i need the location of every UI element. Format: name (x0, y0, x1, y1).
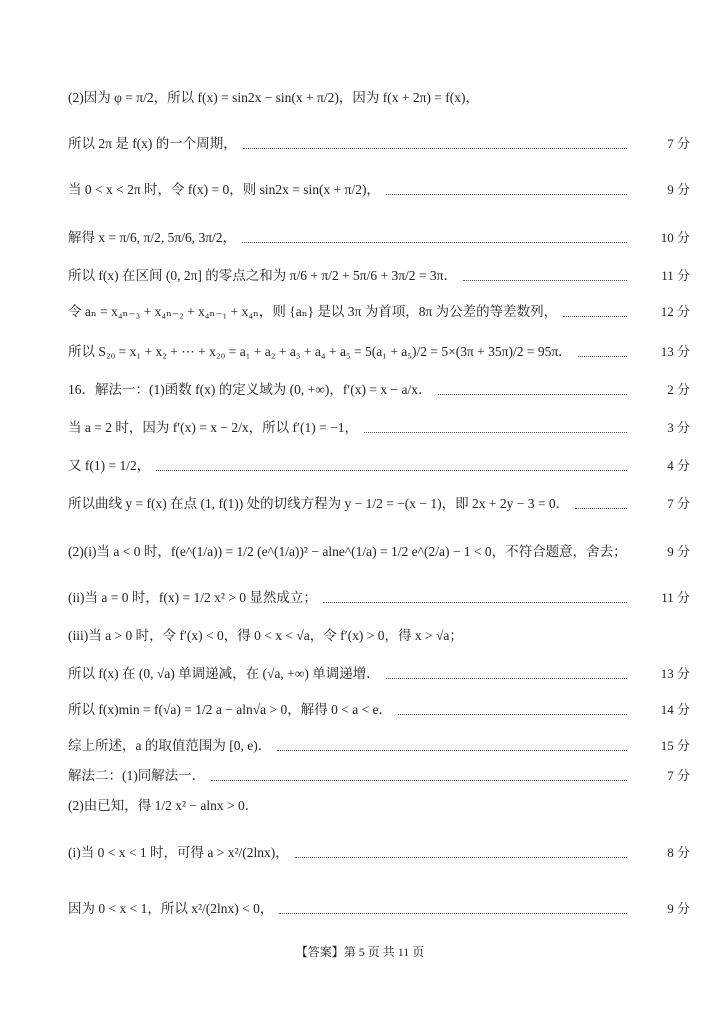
leader-dots (438, 394, 628, 395)
solution-text: 解得 x = π/6, π/2, 5π/6, 3π/2， (68, 230, 237, 245)
score-label: 9 分 (667, 901, 690, 916)
solution-line (68, 494, 690, 514)
leader-dots (463, 280, 627, 281)
solution-text: 因为 0 < x < 1，所以 x²/(2lnx) < 0， (68, 901, 274, 916)
leader-dots (563, 316, 627, 317)
score-label: 12 分 (660, 304, 690, 319)
page-footer: 【答案】第 5 页 共 11 页 (295, 945, 425, 959)
solution-line (68, 302, 690, 322)
leader-dots (386, 678, 627, 679)
solution-text: 所以 f(x)min = f(√a) = 1/2 a − aln√a > 0，解得 0 < a < e． (68, 702, 393, 717)
leader-dots (243, 148, 627, 149)
leader-dots (242, 242, 627, 243)
solution-line (68, 456, 690, 476)
solution-line (68, 380, 690, 400)
solution-line (68, 899, 690, 919)
score-label: 2 分 (667, 382, 690, 397)
solution-text: (2)因为 φ = π/2，所以 f(x) = sin2x − sin(x + π/2)，因为 f(x + 2π) = f(x)， (68, 90, 479, 105)
solution-line (68, 843, 690, 863)
solution-line (68, 796, 630, 816)
solution-line (68, 418, 690, 438)
solution-text: 解法二：(1)同解法一． (68, 768, 206, 783)
score-label: 7 分 (667, 136, 690, 151)
solution-text: 所以 f(x) 在区间 (0, 2π] 的零点之和为 π/6 + π/2 + 5π/6 + 3π/2 = 3π． (68, 268, 457, 283)
leader-dots (295, 857, 627, 858)
score-label: 14 分 (660, 702, 690, 717)
leader-dots (156, 470, 627, 471)
solution-text: 所以 S₂₀ = x₁ + x₂ + ⋯ + x₂₀ = a₁ + a₂ + a₃ + a₄ + a₅ = 5(a₁ + a₅)/2 = 5×(3π + 35π)/2 = 95π． (68, 344, 572, 359)
leader-dots (364, 432, 627, 433)
score-label: 7 分 (667, 768, 690, 783)
solution-line (68, 88, 630, 108)
solution-text: 所以 2π 是 f(x) 的一个周期， (68, 136, 237, 151)
solution-line (68, 228, 690, 248)
score-label: 11 分 (661, 268, 690, 283)
leader-dots (211, 780, 627, 781)
solution-line (68, 766, 690, 786)
solution-text: 当 0 < x < 2π 时，令 f(x) = 0，则 sin2x = sin(x + π/2)， (68, 182, 380, 197)
score-label: 10 分 (660, 230, 690, 245)
solution-text: 所以 f(x) 在 (0, √a) 单调递减，在 (√a, +∞) 单调递增． (68, 666, 380, 681)
leader-dots (386, 194, 627, 195)
solution-line (68, 626, 630, 646)
score-label: 9 分 (667, 182, 690, 197)
leader-dots (575, 508, 627, 509)
leader-dots (398, 714, 627, 715)
solution-text: (2)由已知，得 1/2 x² − alnx > 0． (68, 798, 259, 813)
solution-line (68, 180, 690, 200)
solution-line (68, 588, 690, 608)
solution-text: (2)(i)当 a < 0 时，f(e^(1/a)) = 1/2 (e^(1/a))² − alne^(1/a) = 1/2 e^(2/a) − 1 < 0，不符合题意，舍去； (68, 544, 627, 559)
leader-dots (279, 913, 627, 914)
score-label: 8 分 (667, 845, 690, 860)
solution-line (68, 664, 690, 684)
solution-text: (iii)当 a > 0 时，令 f′(x) < 0，得 0 < x < √a，令 f′(x) > 0，得 x > √a； (68, 628, 463, 643)
solution-text: (ii)当 a = 0 时，f(x) = 1/2 x² > 0 显然成立； (68, 590, 317, 605)
leader-dots (277, 750, 627, 751)
solution-text: (i)当 0 < x < 1 时，可得 a > x²/(2lnx)， (68, 845, 289, 860)
solution-text: 令 aₙ = x₄ₙ₋₃ + x₄ₙ₋₂ + x₄ₙ₋₁ + x₄ₙ，则 {aₙ} 是以 3π 为首项，8π 为公差的等差数列， (68, 304, 558, 319)
solution-line (68, 266, 690, 286)
solution-line (68, 736, 690, 756)
solution-text: 综上所述，a 的取值范围为 [0, e)． (68, 738, 272, 753)
score-label: 9 分 (667, 544, 690, 559)
solution-line (68, 134, 690, 154)
solution-text: 当 a = 2 时，因为 f′(x) = x − 2/x，所以 f′(1) = −1， (68, 420, 358, 435)
leader-dots (578, 356, 627, 357)
score-label: 4 分 (667, 458, 690, 473)
solution-text: 又 f(1) = 1/2， (68, 458, 151, 473)
leader-dots (323, 602, 627, 603)
solution-line (68, 700, 690, 720)
score-label: 3 分 (667, 420, 690, 435)
score-label: 15 分 (660, 738, 690, 753)
solution-line (68, 342, 690, 362)
solution-text: 16．解法一：(1)函数 f(x) 的定义域为 (0, +∞)，f′(x) = x − a/x． (68, 382, 432, 397)
solution-line (68, 542, 690, 562)
score-label: 13 分 (660, 666, 690, 681)
score-label: 11 分 (661, 590, 690, 605)
score-label: 13 分 (660, 344, 690, 359)
score-label: 7 分 (667, 496, 690, 511)
solution-text: 所以曲线 y = f(x) 在点 (1, f(1)) 处的切线方程为 y − 1/2 = −(x − 1)，即 2x + 2y − 3 = 0． (68, 496, 570, 511)
